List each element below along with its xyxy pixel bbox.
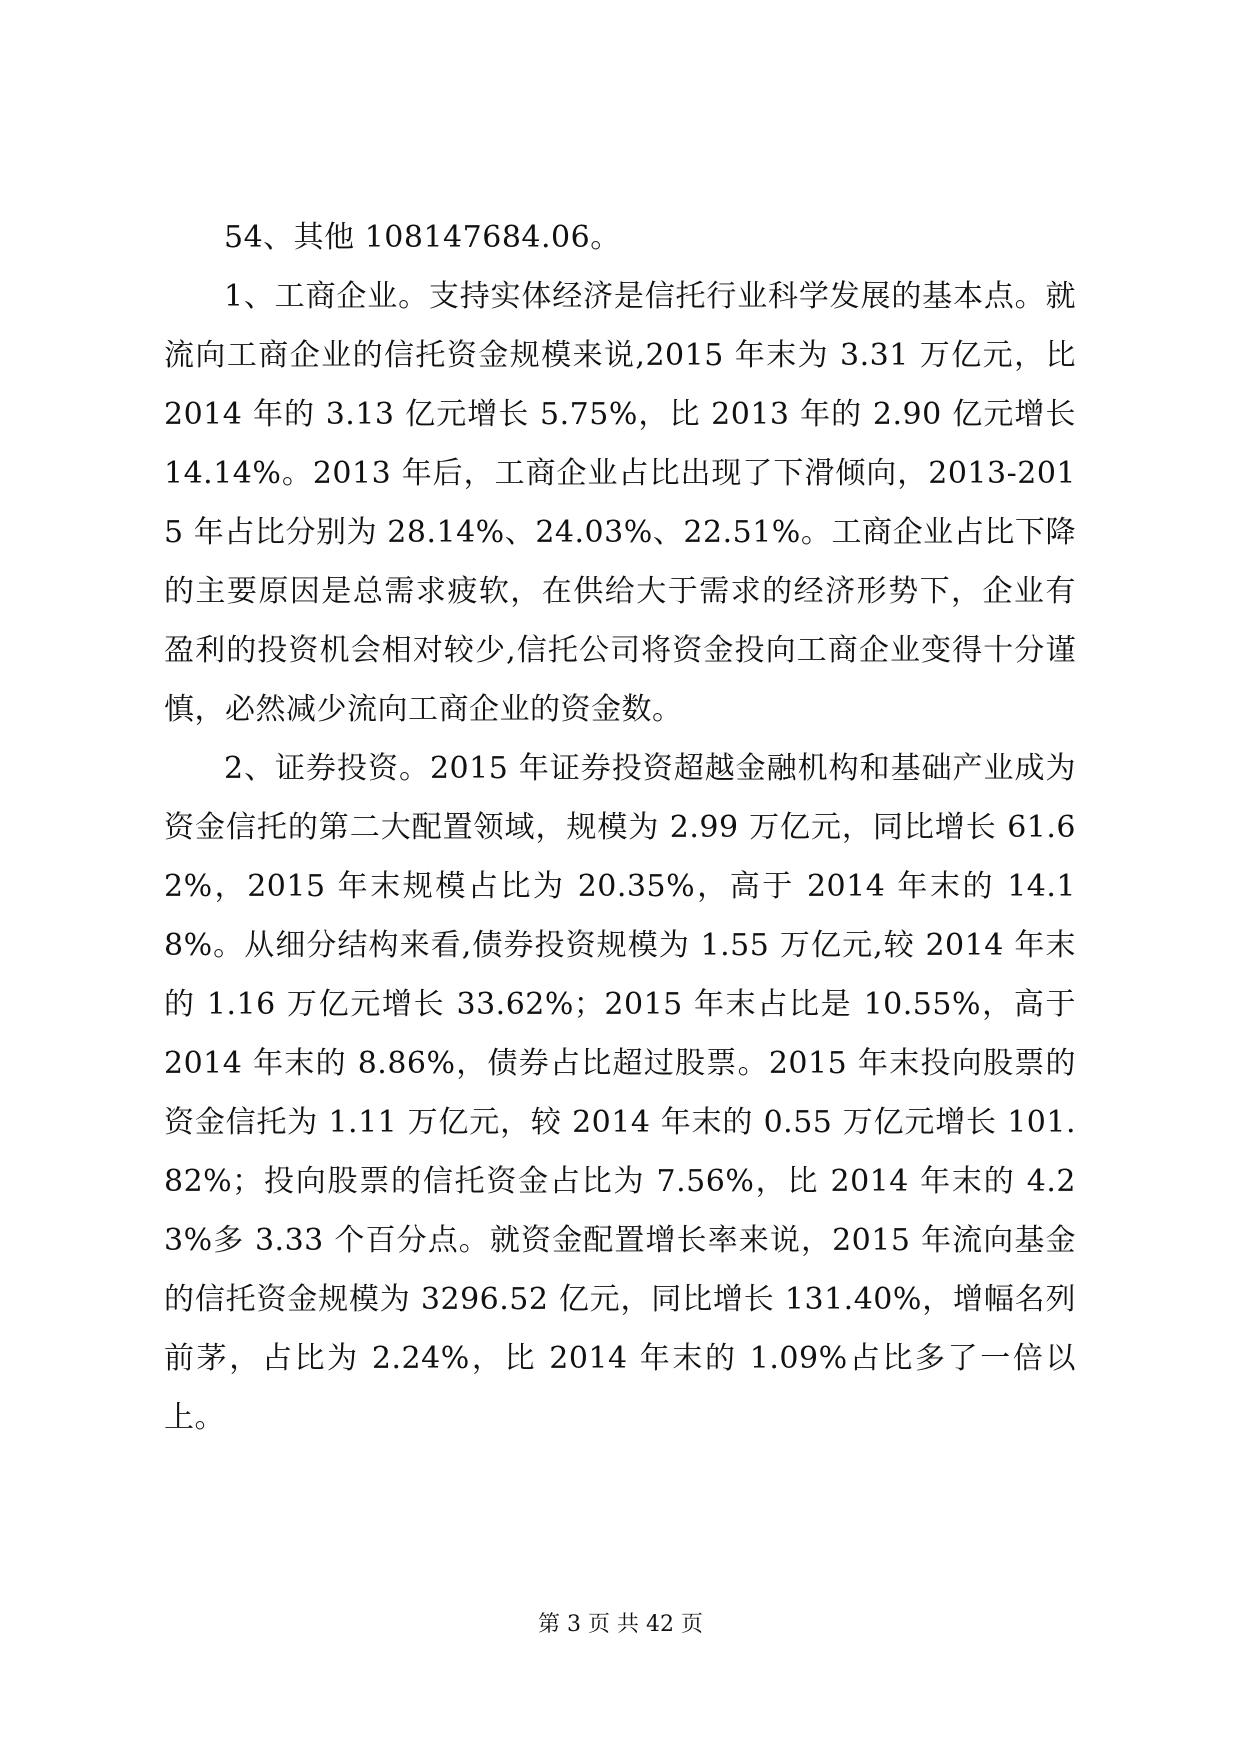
paragraph-securities-investment: 2、证券投资。2015 年证券投资超越金融机构和基础产业成为资金信托的第二大配置领域，规模为 2.99 万亿元，同比增长 61.62%，2015 年末规模占比为 20.35%，高于 2014 年末的 14.18%。从细分结构来看,债券投资规模为 1.55 万亿元,较 2014 年末的 1.16 万亿元增长 33.62%；2015 年末占比是 10.55%，高于 2014 年末的 8.86%，债券占比超过股票。2015 年末投向股票的资金信托为 1.11 万亿元，较 2014 年末的 0.55 万亿元增长 101.82%；投向股票的信托资金占比为 7.56%，比 2014 年末的 4.23%多 3.33 个百分点。就资金配置增长率来说，2015 年流向基金的信托资金规模为 3296.52 亿元，同比增长 131.40%，增幅名列前茅，占比为 2.24%，比 2014 年末的 1.09%占比多了一倍以上。 — [164, 751, 1076, 1435]
paragraph-other: 54、其他 108147684.06。 — [224, 220, 621, 255]
page-number-footer: 第 3 页 共 42 页 — [538, 1612, 703, 1637]
document-body — [164, 208, 1076, 1447]
paragraph-industrial-enterprises: 1、工商企业。支持实体经济是信托行业科学发展的基本点。就流向工商企业的信托资金规模来说,2015 年末为 3.31 万亿元，比 2014 年的 3.13 亿元增长 5.75%，比 2013 年的 2.90 亿元增长 14.14%。2013 年后，工商企业占比出现了下滑倾向，2013-2015 年占比分别为 28.14%、24.03%、22.51%。工商企业占比下降的主要原因是总需求疲软，在供给大于需求的经济形势下，企业有盈利的投资机会相对较少,信托公司将资金投向工商企业变得十分谨慎，必然减少流向工商企业的资金数。 — [164, 279, 1076, 727]
